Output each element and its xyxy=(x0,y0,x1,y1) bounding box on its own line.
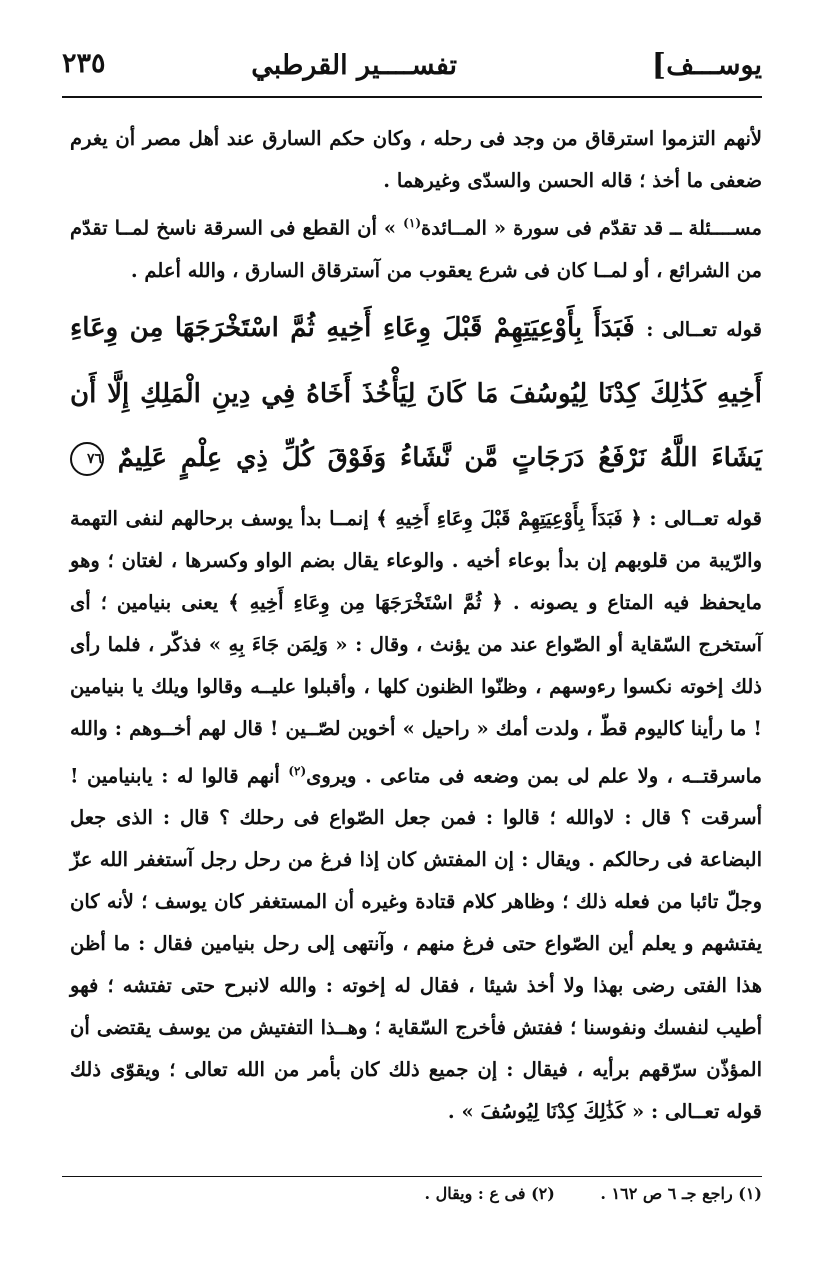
page-number: ٢٣٥ xyxy=(62,48,106,79)
quran-intro: قوله تعــالى : xyxy=(646,317,763,341)
book-title: تفســــير القرطبي xyxy=(251,50,457,81)
header-rule xyxy=(62,96,762,98)
paragraph-masala-text-b: » أن القطع فى السرقة ناسخ لمــا تقدّم من الشرائع ، أو لمــا كان فى شرع يعقوب من آسترقاق السارق ، والله أعلم . xyxy=(70,216,762,282)
paragraph-tafsir-text-b: ويروى xyxy=(306,764,357,787)
paragraph-1 xyxy=(70,118,762,202)
footnotes xyxy=(62,1184,762,1203)
footnote-1: (١) راجع جـ ٦ ص ١٦٢ . xyxy=(600,1184,762,1203)
quran-verse xyxy=(70,296,762,490)
paragraph-masala xyxy=(70,202,762,292)
footnote-ref-1: (١) xyxy=(403,216,421,230)
paragraph-tafsir xyxy=(70,498,762,1134)
paragraph-1-text: لأنهم التزموا استرقاق من وجد فى رحله ، وكان حكم السارق عند أهل مصر أن يغرم ضعفى ما أخذ ؛ قاله الحسن والسدّى وغيرهما . xyxy=(70,127,762,192)
paragraph-tafsir-text-a: قوله تعــالى : ﴿ فَبَدَأَ بِأَوْعِيَتِهِمْ قَبْلَ وِعَاءِ أَخِيهِ ﴾ إنمــا بدأ يوسف برحالهم لنفى التهمة والرّيبة من قلوبهم إن بدأ بوعاء أخيه . والوعاء يقال بضم الواو وكسرها ، لغتان ؛ وهو مايحفظ فيه المتاع و يصونه . ﴿ ثُمَّ اسْتَخْرَجَهَا مِن وِعَاءِ أَخِيهِ ﴾ يعنى بنيامين ؛ أى آستخرج السّقاية أو الصّواع عند من يؤنث ، وقال : « وَلِمَن جَاءَ بِهِ » فذكّر ، فلما رأى ذلك إخوته نكسوا رءوسهم ، وظنّوا الظنون كلها ، وأقبلوا عليــه وقالوا ويلك يا بنيامين ! ما رأينا كاليوم قطّ ، ولدت أمك « راحيل » أخوين لصّــين ! قال لهم أخــوهم : والله ماسرقتــه ، ولا علم لى بمن وضعه فى متاعى . xyxy=(70,506,762,787)
page-body xyxy=(70,118,762,1133)
page-header xyxy=(62,44,762,94)
footnote-ref-2: (٢) xyxy=(288,763,307,778)
footnote-rule xyxy=(62,1176,762,1177)
sura-name: يوســـف xyxy=(666,50,762,81)
paragraph-tafsir-text-c: أنهم قالوا له : يابنيامين ! أسرقت ؟ قال : لاوالله ؛ قالوا : فمن جعل الصّواع فى رحلك ؟ قال : الذى جعل البضاعة فى رحالكم . ويقال : إن المفتش كان إذا فرغ من رحل رجل آستغفر الله عزّ وجلّ تائبا من فعله ذلك ؛ وظاهر كلام قتادة وغيره أن المستغفر كان يوسف ؛ لأنه كان يفتشهم و يعلم أين الصّواع حتى فرغ منهم ، وآنتهى إلى رحل بنيامين فقال : ما أظن هذا الفتى رضى بهذا ولا أخذ شيئا ، فقال له إخوته : والله لانبرح حتى تفتشه ؛ فهو أطيب لنفسك ونفوسنا ؛ ففتش فأخرج السّقاية ؛ وهــذا التفتيش من يوسف يقتضى أن المؤذّن سرّقهم برأيه ، فيقال : إن جميع ذلك كان بأمر من الله تعالى ؛ ويقوّى ذلك قوله تعــالى : « كَذَٰلِكَ كِدْنَا لِيُوسُفَ » . xyxy=(70,764,762,1123)
header-bracket: ] xyxy=(651,48,666,83)
ayah-number-marker: ٧٦ xyxy=(70,442,104,476)
quran-verse-text: فَبَدَأَ بِأَوْعِيَتِهِمْ قَبْلَ وِعَاءِ أَخِيهِ ثُمَّ اسْتَخْرَجَهَا مِن وِعَاءِ أَخِيهِ كَذَٰلِكَ كِدْنَا لِيُوسُفَ مَا كَانَ لِيَأْخُذَ أَخَاهُ فِي دِينِ الْمَلِكِ إِلَّا أَن يَشَاءَ اللَّهُ نَرْفَعُ دَرَجَاتٍ مَّن نَّشَاءُ وَفَوْقَ كُلِّ ذِي عِلْمٍ عَلِيمٌ xyxy=(70,312,762,473)
footnote-2: (٢) فى ع : ويقال . xyxy=(424,1184,555,1203)
paragraph-masala-text-a: مســــئلة ــ قد تقدّم فى سورة « المــائدة xyxy=(421,216,763,240)
